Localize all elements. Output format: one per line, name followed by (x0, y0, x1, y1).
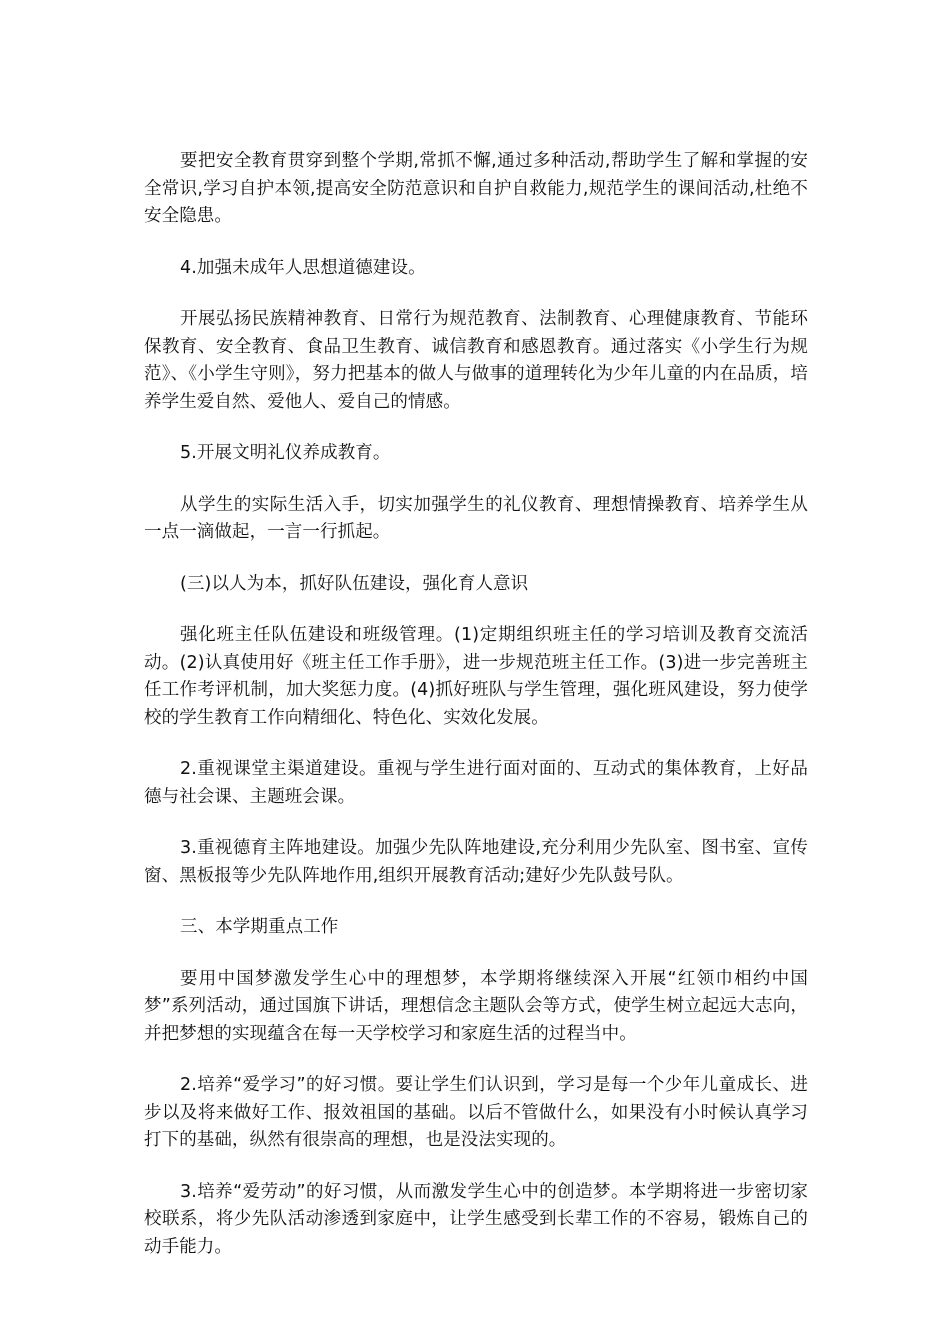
heading-key-work: 三、本学期重点工作 (180, 917, 339, 937)
paragraph-love-learning: 2.培养“爱学习”的好习惯。要让学生们认识到，学习是每一个少年儿童成长、进步以及将来做好工作、报效祖国的基础。以后不管做什么，如果没有小时候认真学习打下的基础，纵然有很崇高的理想，也是没法实现的。 (144, 1075, 808, 1150)
heading-etiquette-education: 5.开展文明礼仪养成教育。 (180, 443, 391, 463)
heading-team-building: (三)以人为本，抓好队伍建设，强化育人意识 (180, 573, 529, 594)
paragraph-safety-education: 要把安全教育贯穿到整个学期,常抓不懈,通过多种活动,帮助学生了解和掌握的安全常识,学习自护本领,提高安全防范意识和自护自救能力,规范学生的课间活动,杜绝不安全隐患。 (144, 151, 808, 226)
paragraph-moral-education: 开展弘扬民族精神教育、日常行为规范教育、法制教育、心理健康教育、节能环保教育、安全教育、食品卫生教育、诚信教育和感恩教育。通过落实《小学生行为规范》、《小学生守则》，努力把基本的做人与做事的道理转化为少年儿童的内在品质，培养学生爱自然、爱他人、爱自己的情感。 (144, 309, 808, 412)
paragraph-classroom-channel: 2.重视课堂主渠道建设。重视与学生进行面对面的、互动式的集体教育，上好品德与社会课、主题班会课。 (144, 759, 808, 807)
paragraph-china-dream: 要用中国梦激发学生心中的理想梦，本学期将继续深入开展“红领巾相约中国梦”系列活动，通过国旗下讲话，理想信念主题队会等方式，使学生树立起远大志向，并把梦想的实现蕴含在每一天学校学习和家庭生活的过程当中。 (144, 968, 808, 1044)
paragraph-head-teacher: 强化班主任队伍建设和班级管理。(1)定期组织班主任的学习培训及教育交流活动。(2)认真使用好《班主任工作手册》，进一步规范班主任工作。(3)进一步完善班主任工作考评机制，加大奖惩力度。(4)抓好班队与学生管理，强化班风建设，努力使学校的学生教育工作向精细化、特色化、实效化发展。 (144, 625, 808, 728)
paragraph-moral-position: 3.重视德育主阵地建设。加强少先队阵地建设,充分利用少先队室、图书室、宣传窗、黑板报等少先队阵地作用,组织开展教育活动;建好少先队鼓号队。 (144, 838, 808, 886)
paragraph-love-labor: 3.培养“爱劳动”的好习惯，从而激发学生心中的创造梦。本学期将进一步密切家校联系，将少先队活动渗透到家庭中，让学生感受到长辈工作的不容易，锻炼自己的动手能力。 (144, 1181, 808, 1257)
document-page (144, 148, 808, 1261)
heading-moral-construction: 4.加强未成年人思想道德建设。 (180, 257, 426, 278)
paragraph-etiquette: 从学生的实际生活入手，切实加强学生的礼仪教育、理想情操教育、培养学生从一点一滴做起，一言一行抓起。 (144, 494, 808, 542)
